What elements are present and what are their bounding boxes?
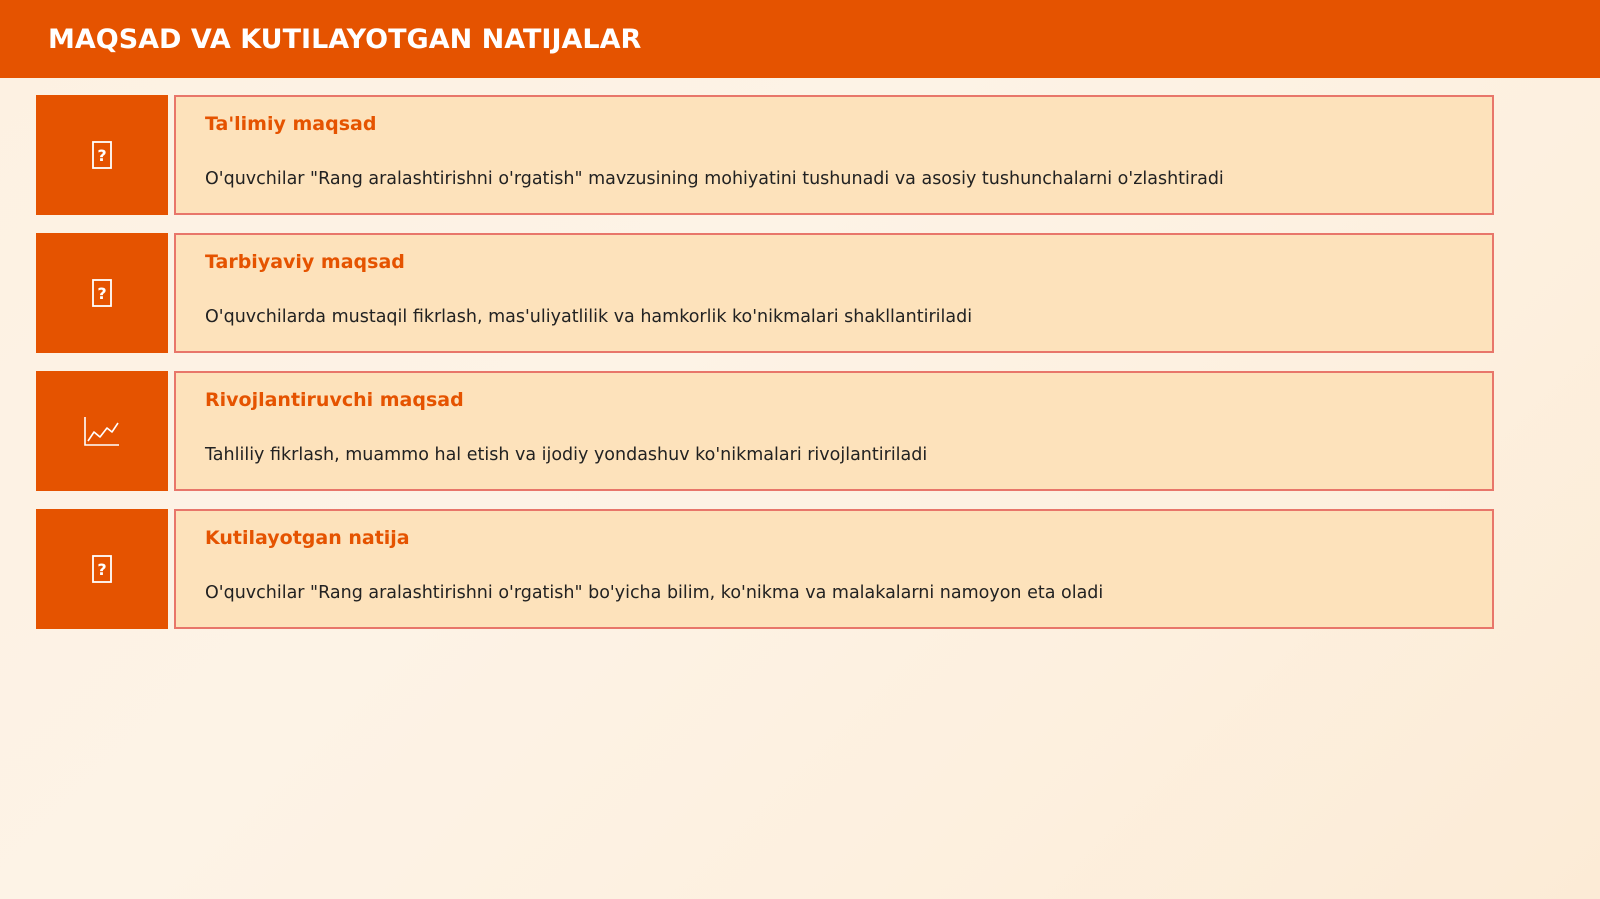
objective-row-developmental: [36, 371, 1494, 491]
objective-row-upbringing: [36, 233, 1494, 353]
objective-description: O'quvchilar "Rang aralashtirishni o'rgatish" bo'yicha bilim, ko'nikma va malakalarni namoyon eta oladi: [205, 583, 1104, 603]
objective-card: [174, 371, 1494, 491]
svg-text:?: ?: [97, 560, 107, 579]
objective-title: Kutilayotgan natija: [205, 527, 410, 549]
svg-text:?: ?: [97, 146, 107, 165]
objective-card: [174, 233, 1494, 353]
icon-tile: [36, 233, 168, 353]
missing-glyph-icon: [91, 140, 113, 170]
icon-tile: [36, 371, 168, 491]
header-bar: [0, 0, 1600, 78]
objective-title: Rivojlantiruvchi maqsad: [205, 389, 464, 411]
objectives-list: [36, 95, 1494, 647]
svg-text:?: ?: [97, 284, 107, 303]
objective-title: Tarbiyaviy maqsad: [205, 251, 405, 273]
icon-tile: [36, 95, 168, 215]
icon-tile: [36, 509, 168, 629]
objective-row-educational: [36, 95, 1494, 215]
line-chart-icon: [83, 415, 121, 447]
objective-description: Tahliliy fikrlash, muammo hal etish va ijodiy yondashuv ko'nikmalari rivojlantiriladi: [205, 445, 928, 465]
objective-row-expected-result: [36, 509, 1494, 629]
missing-glyph-icon: [91, 554, 113, 584]
missing-glyph-icon: [91, 278, 113, 308]
page-title: MAQSAD VA KUTILAYOTGAN NATIJALAR: [48, 23, 642, 55]
objective-description: O'quvchilarda mustaqil fikrlash, mas'uliyatlilik va hamkorlik ko'nikmalari shakllantiriladi: [205, 307, 973, 327]
objective-description: O'quvchilar "Rang aralashtirishni o'rgatish" mavzusining mohiyatini tushunadi va asosiy tushunchalarni o'zlashtiradi: [205, 169, 1224, 189]
objective-card: [174, 95, 1494, 215]
objective-card: [174, 509, 1494, 629]
objective-title: Ta'limiy maqsad: [205, 113, 377, 135]
